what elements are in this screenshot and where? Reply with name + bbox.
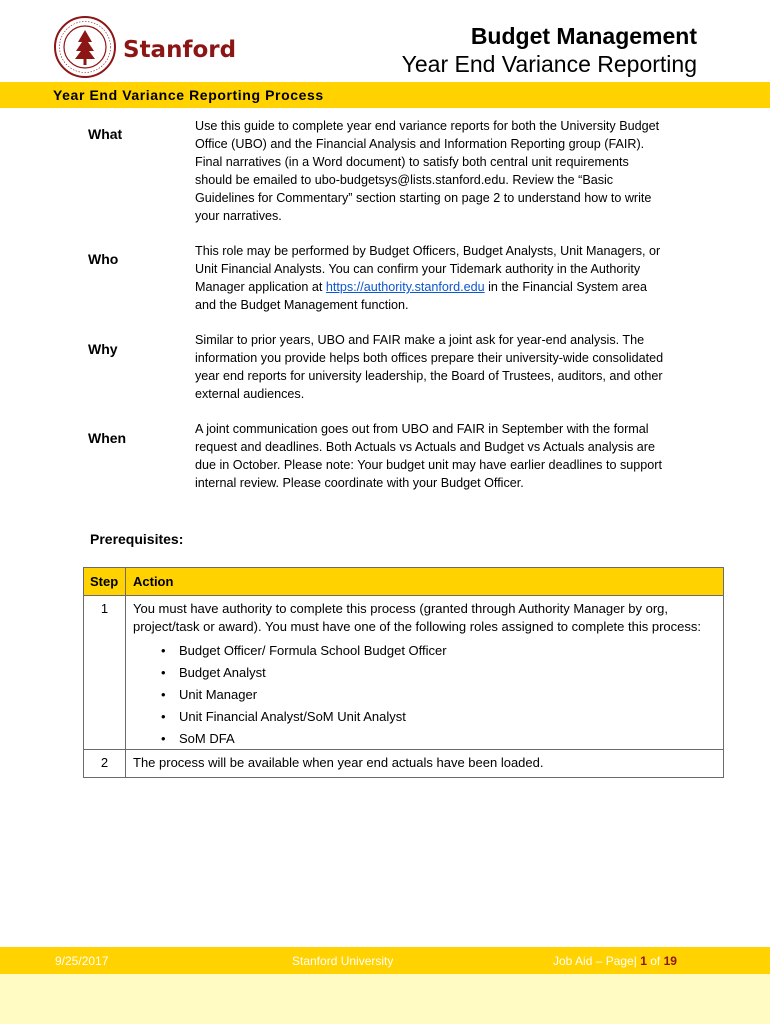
action-cell — [126, 596, 723, 749]
step-number: 1 — [84, 596, 126, 749]
page-prefix: Job Aid – Page| — [553, 954, 641, 968]
what-label: What — [88, 126, 123, 142]
table-row — [84, 596, 723, 750]
footer-org: Stanford University — [292, 954, 394, 968]
list-item: • SoM DFA — [133, 728, 717, 750]
list-item: • Unit Manager — [133, 684, 717, 706]
list-item: • Budget Analyst — [133, 662, 717, 684]
table-row — [84, 750, 723, 777]
document-subtitle: Year End Variance Reporting — [401, 51, 697, 77]
page-of: of — [646, 954, 664, 968]
action-column-header: Action — [133, 574, 174, 589]
who-text — [195, 242, 665, 314]
authority-link[interactable]: https://authority.stanford.edu — [325, 280, 485, 294]
when-text: A joint communication goes out from UBO and FAIR in September with the formal request and deadlines. Both Actuals vs Actuals and Budget vs Actuals analysis are due in October. Please note: Your budget unit may have earlier deadlines to support internal review. Please coordinate with your Budget Officer. — [195, 422, 662, 490]
stanford-seal-logo — [54, 16, 116, 78]
role-list — [133, 640, 717, 750]
footer-date: 9/25/2017 — [55, 954, 109, 968]
why-label: Why — [88, 341, 118, 357]
page-total: 19 — [663, 954, 677, 968]
who-text-start: This role may be performed by Budget Officers, Budget Analysts, Unit Managers, or Unit Financial Analysts. You can confirm your Tidemark authority in the Authority Manager application at — [195, 244, 661, 294]
step-column-header: Step — [84, 568, 126, 595]
action-text: The process will be available when year end actuals have been loaded. — [133, 755, 544, 770]
stanford-wordmark: Stanford — [123, 37, 237, 63]
step-number: 2 — [84, 750, 126, 777]
page-current: 1 — [640, 954, 647, 968]
footer-band — [0, 974, 770, 1024]
footer-page-number — [553, 954, 677, 968]
page-footer — [0, 947, 770, 974]
table-header — [84, 568, 723, 596]
list-item: • Unit Financial Analyst/SoM Unit Analyst — [133, 706, 717, 728]
list-item: • Budget Officer/ Formula School Budget Officer — [133, 640, 717, 662]
what-text: Use this guide to complete year end variance reports for both the University Budget Office (UBO) and the Financial Analysis and Information Reporting group (FAIR). Final narratives (in a Word document) to satisfy both central unit requirements should be emailed to ubo-budgetsys@lists.stanford.edu. Review the “Basic Guidelines for Commentary” section starting on page 2 to understand how to write your narratives. — [195, 119, 660, 223]
who-label: Who — [88, 251, 119, 267]
banner-title: Year End Variance Reporting Process — [53, 87, 324, 103]
section-banner — [0, 82, 770, 108]
prerequisites-heading: Prerequisites: — [90, 531, 184, 547]
why-text: Similar to prior years, UBO and FAIR make a joint ask for year-end analysis. The information you provide helps both offices prepare their university-wide consolidated year end reports for university leadership, the Board of Trustees, auditors, and other external audiences. — [195, 333, 664, 401]
document-header — [0, 0, 770, 82]
action-text: You must have authority to complete this process (granted through Authority Manager by org, project/task or award). You must have one of the following roles assigned to complete this process: — [133, 601, 701, 634]
when-label: When — [88, 430, 127, 446]
prerequisites-table — [83, 567, 724, 778]
document-title: Budget Management — [470, 23, 697, 49]
who-text-end: in the Financial System area and the Budget Management function. — [195, 280, 648, 312]
